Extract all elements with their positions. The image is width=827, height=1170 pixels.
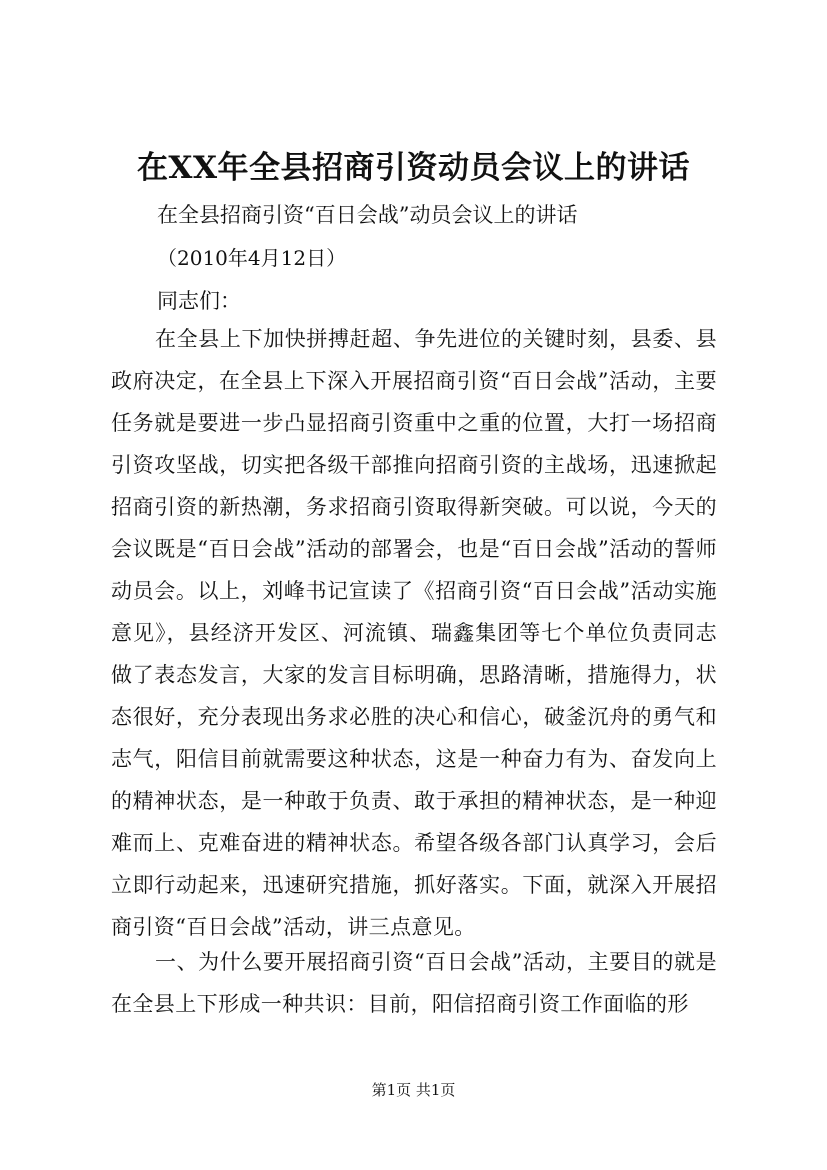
speech-date: （2010年4月12日） (157, 246, 347, 270)
document-subtitle: 在全县招商引资“百日会战”动员会议上的讲话 (157, 203, 578, 227)
body-paragraph: 在全县上下加快拼搏赶超、争先进位的关键时刻，县委、县政府决定，在全县上下深入开展招商引资“百日会战”活动，主要任务就是要进一步凸显招商引资重中之重的位置，大打一场招商引资攻坚战，切实把各级干部推向招商引资的主战场，迅速掀起招商引资的新热潮，务求招商引资取得新突破。可以说，今天的会议既是“百日会战”活动的部署会，也是“百日会战”活动的誓师动员会。以上，刘峰书记宣读了《招商引资“百日会战”活动实施意见》，县经济开发区、河流镇、瑞鑫集团等七个单位负责同志做了表态发言，大家的发言目标明确，思路清晰，措施得力，状态很好，充分表现出务求必胜的决心和信心，破釜沉舟的勇气和志气，阳信目前就需要这种状态，这是一种奋力有为、奋发向上的精神状态，是一种敢于负责、敢于承担的精神状态，是一种迎难而上、克难奋进的精神状态。希望各级各部门认真学习，会后立即行动起来，迅速研究措施，抓好落实。下面，就深入开展招商引资“百日会战”活动，讲三点意见。 (111, 327, 717, 939)
greeting: 同志们： (157, 289, 241, 313)
page-footer: 第1页 共1页 (371, 1081, 456, 1099)
body-paragraph: 一、为什么要开展招商引资“百日会战”活动，主要目的就是在全县上下形成一种共识：目前，阳信招商引资工作面临的形 (111, 950, 717, 1016)
document-title: 在XX年全县招商引资动员会议上的讲话 (136, 150, 691, 186)
